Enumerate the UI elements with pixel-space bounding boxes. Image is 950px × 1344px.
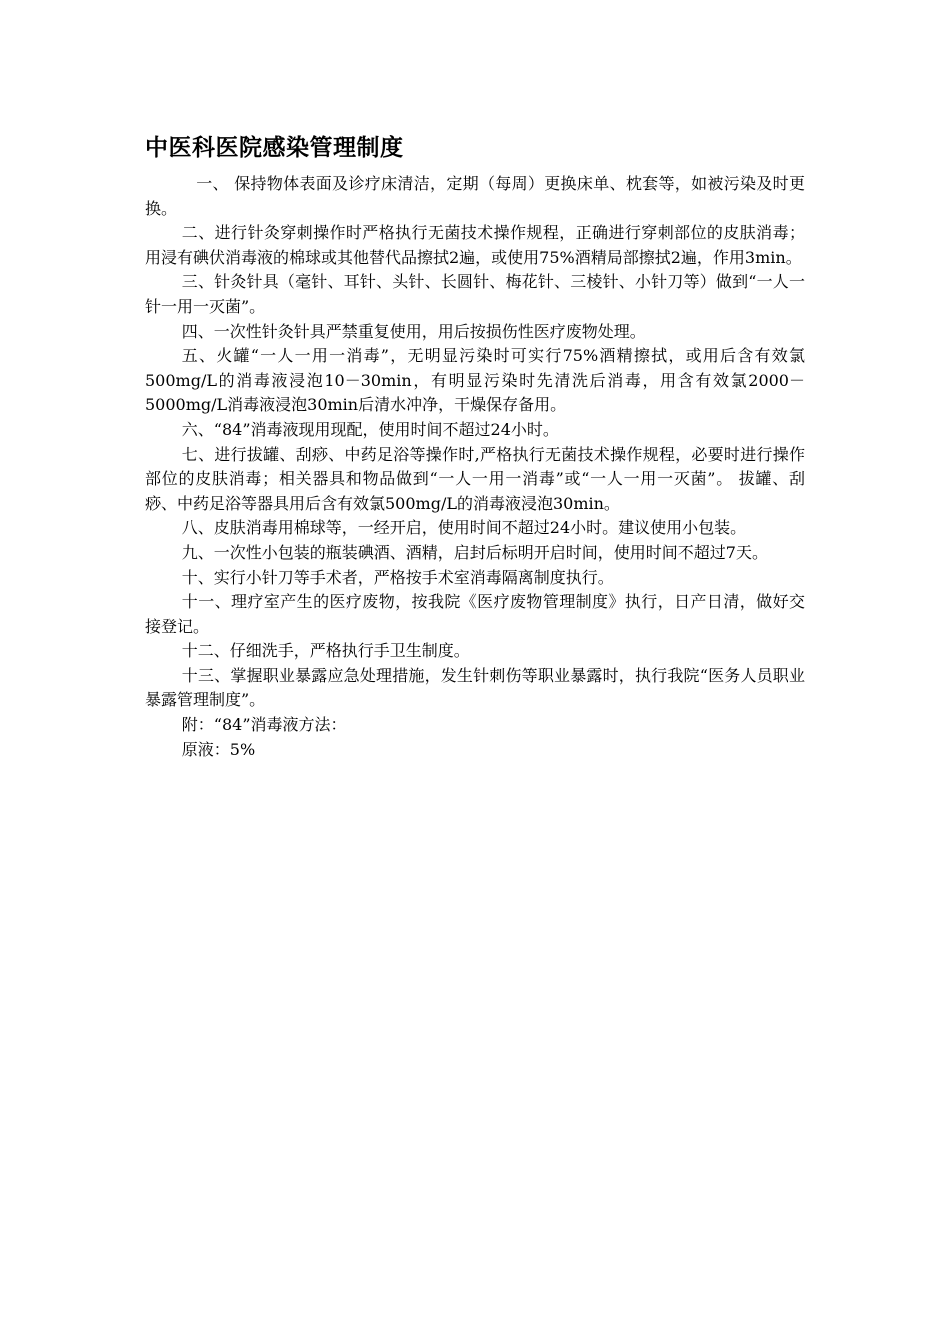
paragraph-3: 三、针灸针具（毫针、耳针、头针、长圆针、梅花针、三棱针、小针刀等）做到“一人一针一用一灭菌”。 [145, 272, 805, 316]
document-body [145, 128, 805, 762]
paragraph-5: 五、火罐“一人一用一消毒”，无明显污染时可实行75%酒精擦拭，或用后含有效氯500mg/L的消毒液浸泡10－30min，有明显污染时先清洗后消毒，用含有效氯2000－5000mg/L消毒液浸泡30min后清水冲净，干燥保存备用。 [145, 346, 805, 415]
paragraph-2: 二、进行针灸穿刺操作时严格执行无菌技术操作规程，正确进行穿刺部位的皮肤消毒；用浸有碘伏消毒液的棉球或其他替代品擦拭2遍，或使用75%酒精局部擦拭2遍，作用3min。 [145, 223, 805, 267]
paragraph-4: 四、一次性针灸针具严禁重复使用，用后按损伤性医疗废物处理。 [181, 321, 646, 341]
appendix-heading: 附：“84”消毒液方法： [181, 715, 347, 735]
paragraph-6: 六、“84”消毒液现用现配，使用时间不超过24小时。 [181, 419, 559, 439]
paragraph-1: 一、 保持物体表面及诊疗床清洁，定期（每周）更换床单、枕套等，如被污染及时更换。 [145, 174, 805, 218]
appendix-stock-solution: 原液：5% [181, 739, 256, 759]
paragraph-10: 十、实行小针刀等手术者，严格按手术室消毒隔离制度执行。 [181, 567, 614, 587]
document-title: 中医科医院感染管理制度 [145, 135, 404, 161]
paragraph-11: 十一、理疗室产生的医疗废物，按我院《医疗废物管理制度》执行，日产日清，做好交接登记。 [145, 592, 805, 636]
paragraph-13: 十三、掌握职业暴露应急处理措施，发生针刺伤等职业暴露时，执行我院“医务人员职业暴露管理制度”。 [145, 665, 805, 710]
paragraph-9: 九、一次性小包装的瓶装碘酒、酒精，启封后标明开启时间，使用时间不超过7天。 [181, 542, 768, 562]
paragraph-12: 十二、仔细洗手，严格执行手卫生制度。 [181, 641, 470, 661]
paragraph-7: 七、进行拔罐、刮痧、中药足浴等操作时,严格执行无菌技术操作规程，必要时进行操作部位的皮肤消毒；相关器具和物品做到“一人一用一消毒”或“一人一用一灭菌”。 拔罐、刮痧、中药足浴等器具用后含有效氯500mg/L的消毒液浸泡30min。 [145, 444, 805, 513]
paragraph-8: 八、皮肤消毒用棉球等，一经开启，使用时间不超过24小时。建议使用小包装。 [181, 518, 747, 538]
